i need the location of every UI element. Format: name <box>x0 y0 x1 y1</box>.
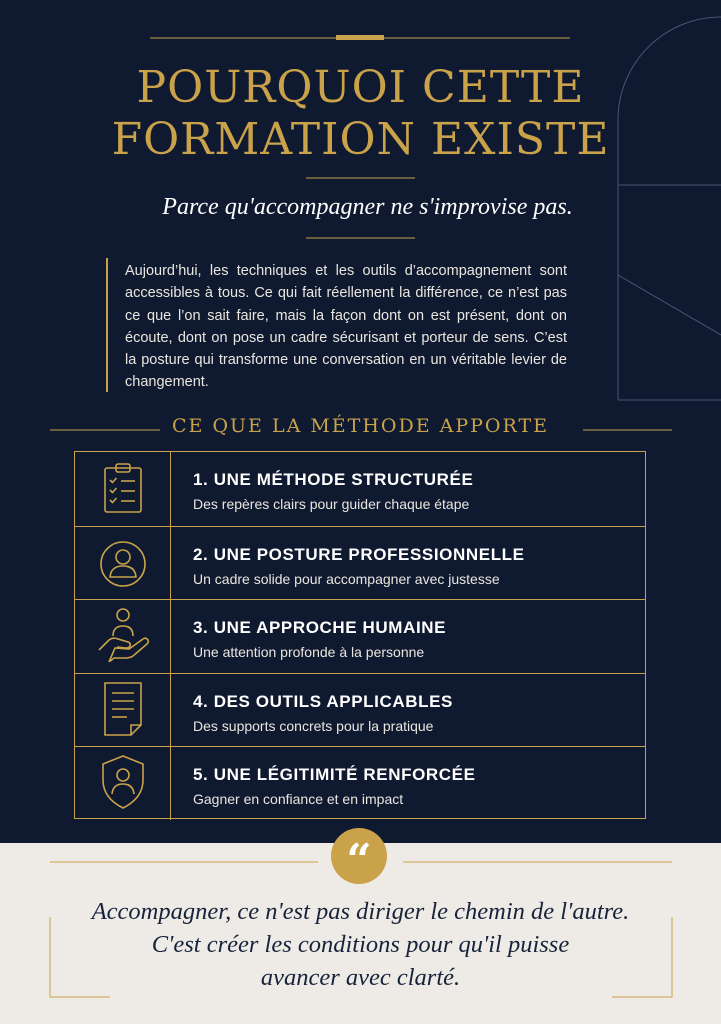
person-circle-icon <box>99 537 147 589</box>
benefit-row <box>75 599 645 673</box>
quote-line-3: avancer avec clarté. <box>260 964 461 991</box>
benefit-title: 2. UNE POSTURE PROFESSIONNELLE <box>193 544 525 564</box>
clipboard-checklist-icon <box>99 462 147 514</box>
benefit-row <box>75 746 645 820</box>
document-icon <box>99 681 147 737</box>
benefit-description: Un cadre solide pour accompagner avec justesse <box>193 570 500 587</box>
benefit-description: Des repères clairs pour guider chaque étape <box>193 496 470 512</box>
page-title-line-2: FORMATION EXISTE <box>111 114 610 165</box>
quote-line-1: Accompagner, ce n'est pas diriger le chemin de l'autre. <box>91 898 630 925</box>
quote-line-2: C'est créer les conditions pour qu'il puisse <box>151 931 570 958</box>
hand-person-icon <box>95 606 151 662</box>
benefit-title: 3. UNE APPROCHE HUMAINE <box>193 618 447 637</box>
section-title: CE QUE LA MÉTHODE APPORTE <box>172 415 549 437</box>
benefit-title: 5. UNE LÉGITIMITÉ RENFORCÉE <box>193 765 476 784</box>
benefit-description: Des supports concrets pour la pratique <box>193 717 434 734</box>
benefits-table <box>74 451 646 819</box>
benefit-title: 4. DES OUTILS APPLICABLES <box>193 691 453 711</box>
benefit-description: Gagner en confiance et en impact <box>193 791 404 807</box>
closing-quote <box>0 895 721 994</box>
page-title-line-1: POURQUOI CETTE <box>136 62 585 113</box>
subtitle: Parce qu'accompagner ne s'improvise pas. <box>162 194 573 220</box>
intro-paragraph: Aujourd’hui, les techniques et les outils d’accompagnement sont accessibles à tous. Ce qui fait réellement la différence, ce n’est pas ce que l’on sait faire, mais la façon dont on est présent, dont on écoute, dont on pose un cadre sécurisant et porteur de sens. C’est la posture qui transforme une conversation en un véritable levier de changement. <box>125 263 567 391</box>
quote-mark-icon: “ <box>331 828 387 884</box>
benefit-description: Une attention profonde à la personne <box>193 644 425 660</box>
benefit-row <box>75 452 645 526</box>
benefit-title: 1. UNE MÉTHODE STRUCTURÉE <box>193 470 474 489</box>
intro-accent-bar <box>106 258 108 392</box>
benefit-row <box>75 673 645 747</box>
benefit-row <box>75 526 645 600</box>
shield-person-icon <box>99 754 147 810</box>
